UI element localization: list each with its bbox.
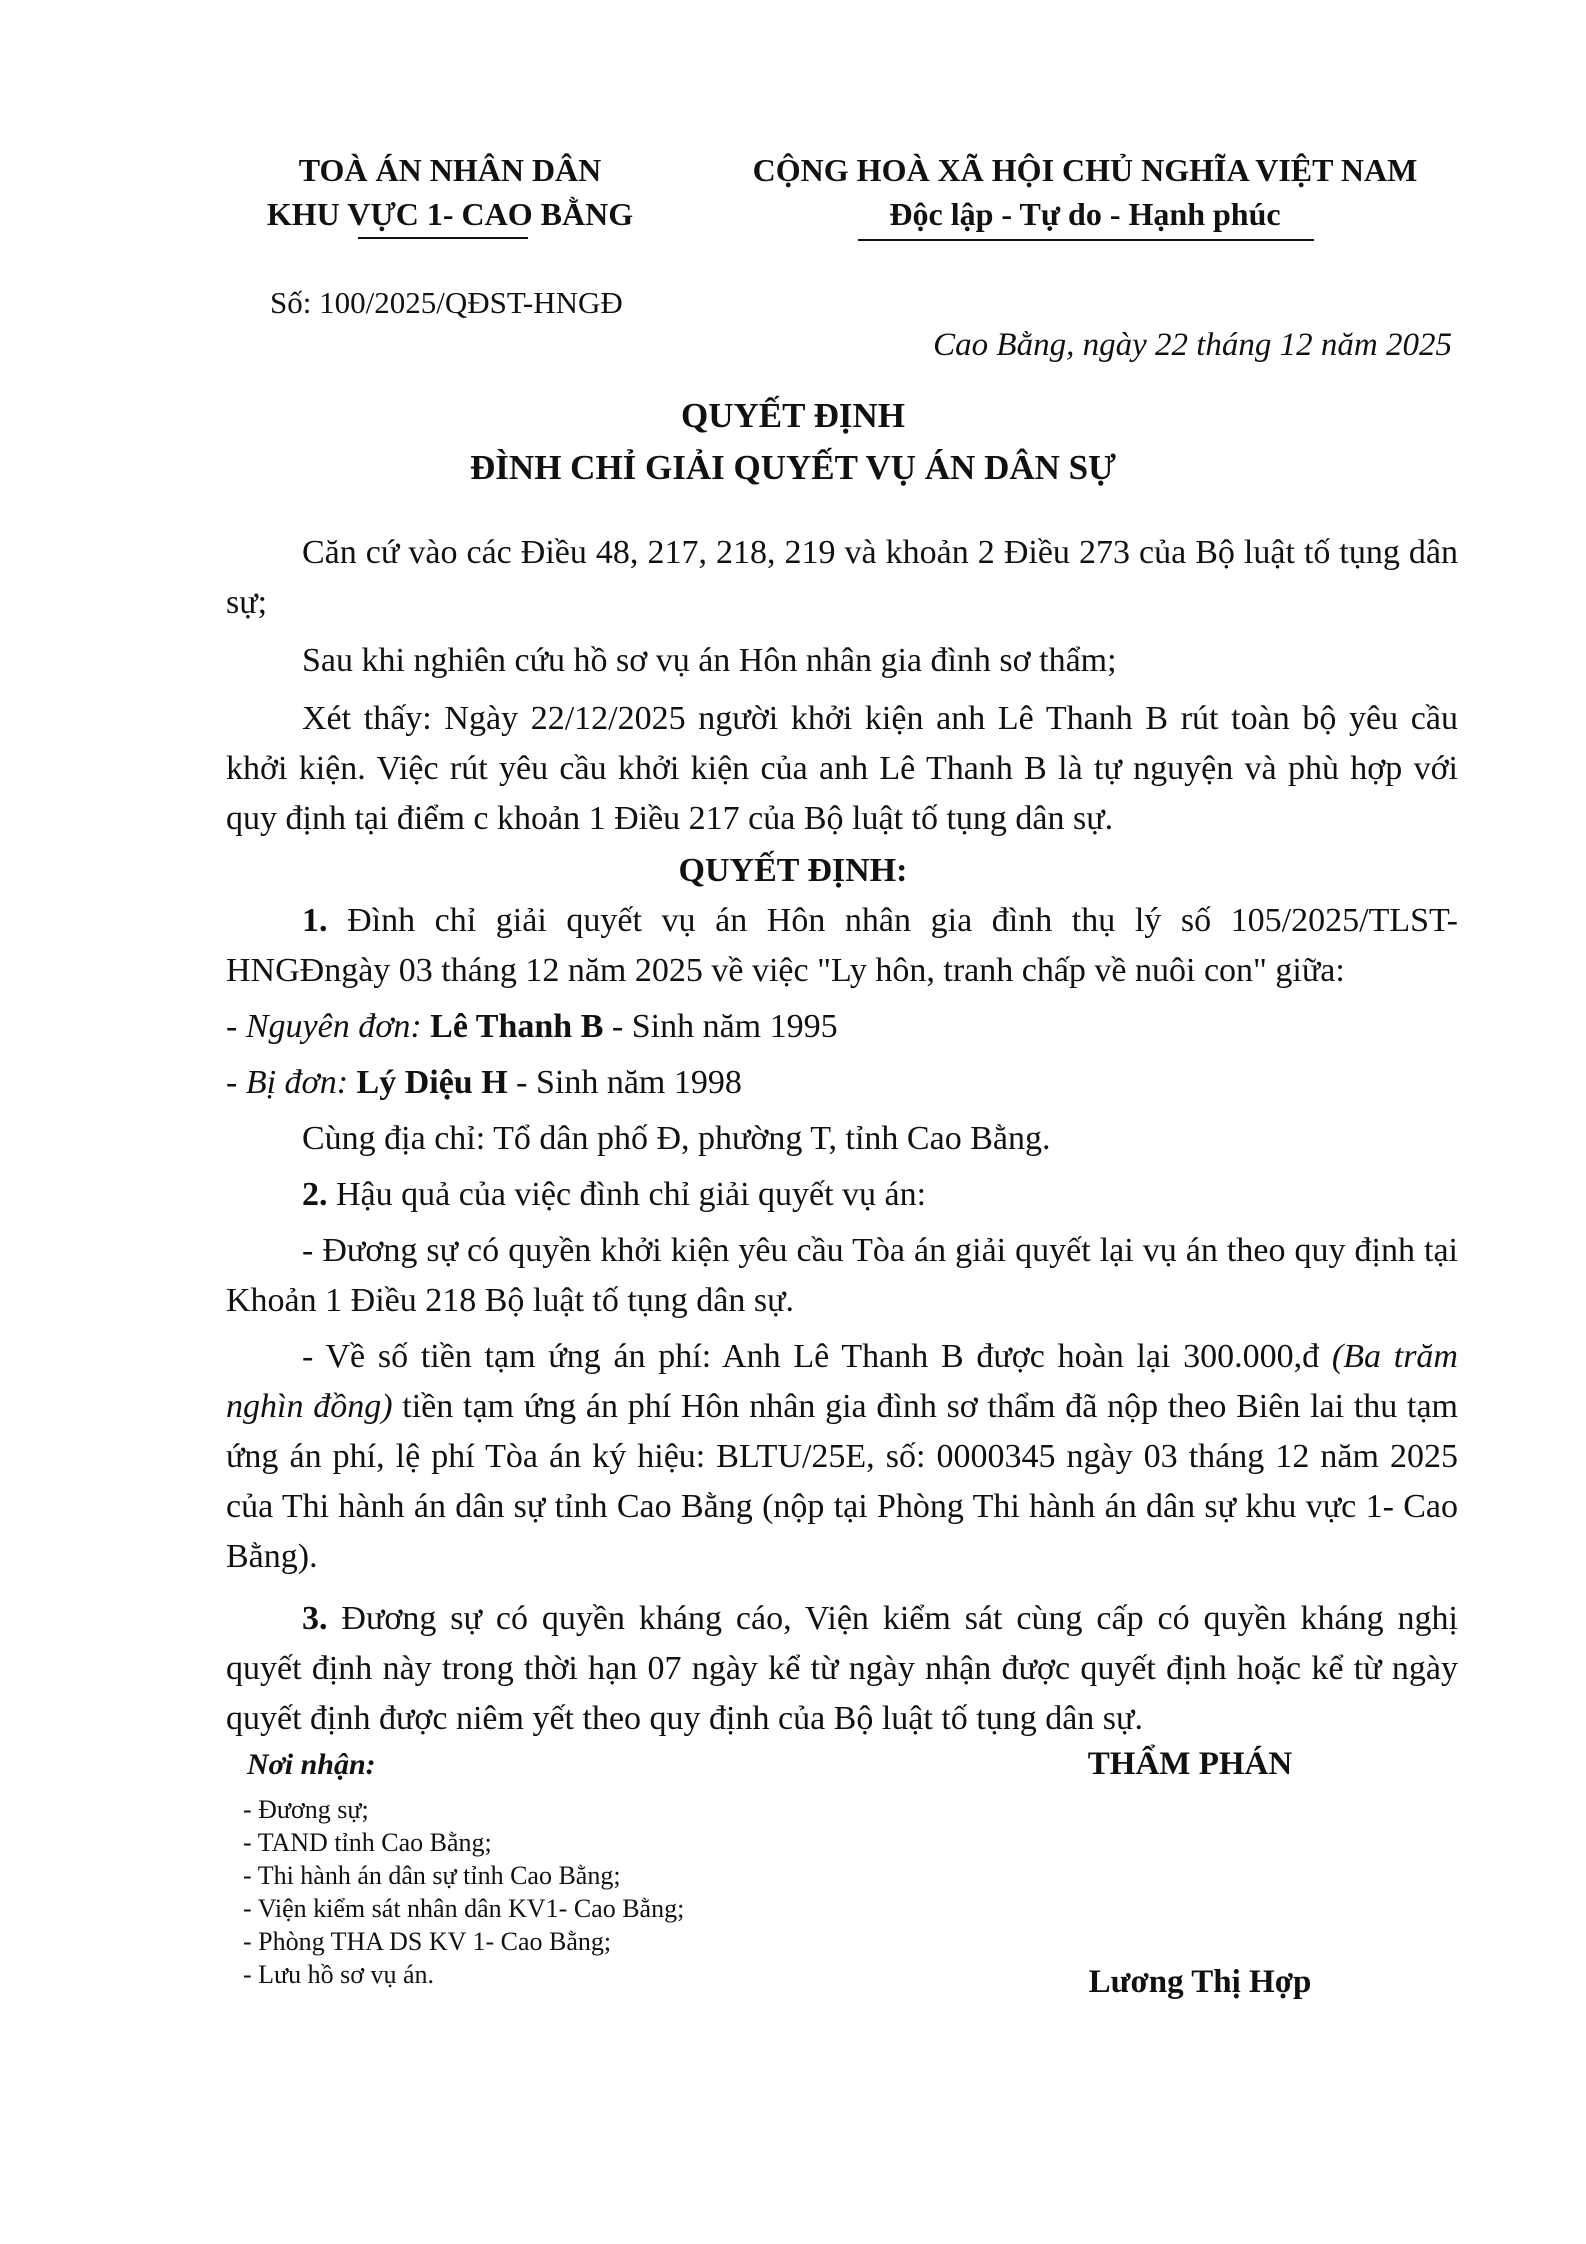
preamble-review: Sau khi nghiên cứu hồ sơ vụ án Hôn nhân gia đình sơ thẩm;: [302, 642, 1117, 679]
defendant-birth: - Sinh năm 1998: [507, 1064, 742, 1101]
decision-item-3: [226, 1594, 1458, 1744]
defendant-prefix: -: [226, 1064, 246, 1101]
refund-text-b: tiền tạm ứng án phí Hôn nhân gia đình sơ thẩm đã nộp theo Biên lai thu tạm ứng án phí, lệ phí Tòa án ký hiệu: BLTU/25E, số: 0000345 ngày 03 tháng 12 năm 2025 của Thi hành án dân sự tỉnh Cao Bằng (nộp tại Phòng Thi hành án dân sự khu vực 1- Cao Bằng).: [226, 1388, 1458, 1575]
consequence-refund: [226, 1332, 1458, 1582]
defendant-name: Lý Diệu H: [356, 1064, 508, 1101]
preamble: [226, 528, 1458, 844]
recipients-list: [243, 1793, 684, 1991]
document-title: QUYẾT ĐỊNH: [681, 396, 905, 435]
document-subtitle: ĐÌNH CHỈ GIẢI QUYẾT VỤ ÁN DÂN SỰ: [470, 448, 1116, 487]
plaintiff-line: [226, 1002, 1458, 1052]
decision-item-1: [226, 896, 1458, 996]
refund-text-a: - Về số tiền tạm ứng án phí: Anh Lê Thanh B được hoàn lại 300.000,đ: [302, 1338, 1332, 1375]
item-3-number: 3.: [302, 1600, 328, 1637]
recipient-item: - Viện kiểm sát nhân dân KV1- Cao Bằng;: [243, 1894, 685, 1923]
place-date: Cao Bằng, ngày 22 tháng 12 năm 2025: [933, 327, 1452, 363]
plaintiff-name: Lê Thanh B: [430, 1008, 604, 1045]
item-1-number: 1.: [302, 902, 328, 939]
national-motto: Độc lập - Tự do - Hạnh phúc: [889, 196, 1281, 232]
national-motto-block: [725, 148, 1445, 236]
item-3-text: Đương sự có quyền kháng cáo, Viện kiểm sát cùng cấp có quyền kháng nghị quyết định này trong thời hạn 07 ngày kể từ ngày nhận được quyết định hoặc kể từ ngày quyết định được niêm yết theo quy định của Bộ luật tố tụng dân sự.: [226, 1600, 1458, 1737]
court-name-underline: [358, 237, 528, 239]
court-name-block: [220, 148, 680, 236]
consequence-refile: - Đương sự có quyền khởi kiện yêu cầu Tòa án giải quyết lại vụ án theo quy định tại Khoản 1 Điều 218 Bộ luật tố tụng dân sự.: [226, 1232, 1458, 1319]
recipient-item: - Thi hành án dân sự tỉnh Cao Bằng;: [243, 1861, 621, 1890]
motto-underline: [858, 239, 1314, 241]
decision-body: [226, 896, 1458, 1744]
defendant-line: [226, 1058, 1458, 1108]
preamble-finding: Xét thấy: Ngày 22/12/2025 người khởi kiện anh Lê Thanh B rút toàn bộ yêu cầu khởi kiện. Việc rút yêu cầu khởi kiện của anh Lê Thanh B là tự nguyện và phù hợp với quy định tại điểm c khoản 1 Điều 217 của Bộ luật tố tụng dân sự.: [226, 700, 1458, 837]
court-name-line2: KHU VỰC 1- CAO BẰNG: [266, 196, 634, 232]
judge-name: Lương Thị Hợp: [1088, 1964, 1312, 2000]
recipient-item: - TAND tỉnh Cao Bằng;: [243, 1828, 492, 1857]
plaintiff-birth: - Sinh năm 1995: [603, 1008, 838, 1045]
recipient-item: - Đương sự;: [243, 1795, 369, 1824]
refund-amount-words: (Ba trăm nghìn đồng): [226, 1338, 1458, 1425]
plaintiff-prefix: -: [226, 1008, 246, 1045]
document-number: Số: 100/2025/QĐST-HNGĐ: [270, 285, 623, 320]
recipient-item: - Lưu hồ sơ vụ án.: [243, 1960, 435, 1989]
court-name-line1: TOÀ ÁN NHÂN DÂN: [298, 152, 602, 188]
item-2-text: Hậu quả của việc đình chỉ giải quyết vụ án:: [327, 1176, 927, 1213]
defendant-label: Bị đơn:: [245, 1064, 349, 1101]
item-2-number: 2.: [302, 1176, 328, 1213]
recipient-item: - Phòng THA DS KV 1- Cao Bằng;: [243, 1927, 612, 1956]
judge-title: THẨM PHÁN: [1087, 1746, 1293, 1782]
item-1-text: Đình chỉ giải quyết vụ án Hôn nhân gia đình thụ lý số 105/2025/TLST-HNGĐngày 03 tháng 12 năm 2025 về việc "Ly hôn, tranh chấp về nuôi con" giữa:: [226, 902, 1458, 989]
decision-item-2: [226, 1170, 1458, 1220]
shared-address: Cùng địa chỉ: Tổ dân phố Đ, phường T, tỉnh Cao Bằng.: [302, 1120, 1051, 1157]
preamble-legal-basis: Căn cứ vào các Điều 48, 217, 218, 219 và khoản 2 Điều 273 của Bộ luật tố tụng dân sự;: [226, 534, 1458, 621]
recipients-title: Nơi nhận:: [247, 1748, 376, 1781]
plaintiff-label: Nguyên đơn:: [245, 1008, 422, 1045]
national-title: CỘNG HOÀ XÃ HỘI CHỦ NGHĨA VIỆT NAM: [752, 152, 1418, 188]
decision-heading: QUYẾT ĐỊNH:: [678, 852, 908, 889]
